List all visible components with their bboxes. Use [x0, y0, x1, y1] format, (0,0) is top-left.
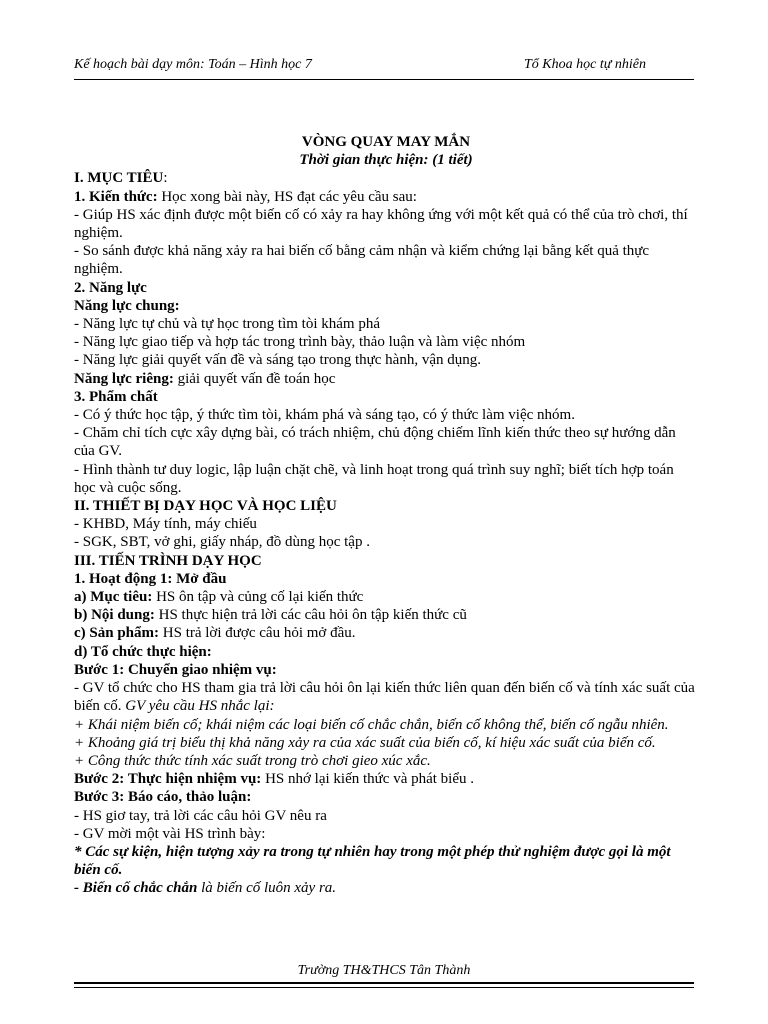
- content-line-text: Năng lực chung:: [74, 297, 180, 314]
- header-divider: [74, 79, 694, 80]
- content-line-text: 2. Năng lực: [74, 279, 147, 296]
- content-line-text: HS thực hiện trả lời các câu hỏi ôn tập kiến thức cũ: [154, 607, 467, 624]
- content-line: [74, 807, 698, 825]
- content-line: [74, 843, 698, 879]
- content-line: [74, 315, 698, 333]
- content-line: [74, 533, 698, 551]
- content-line-text: + Khoảng giá trị biểu thị khả năng xảy ra của xác suất của biến cố, kí hiệu xác suất của biến cố.: [74, 734, 656, 751]
- content-line-text: Học xong bài này, HS đạt các yêu cầu sau:: [157, 188, 417, 205]
- content-line-text: - GV tổ chức cho HS tham gia trả lời câu hỏi ôn lại kiến thức liên quan đến biến cố và tính xác suất của biến cố.: [74, 680, 695, 715]
- content-line-text: - KHBD, Máy tính, máy chiếu: [74, 516, 257, 533]
- content-line: [74, 333, 698, 351]
- document-subtitle: Thời gian thực hiện: (1 tiết): [299, 152, 473, 169]
- content-line-text: 1. Hoạt động 1: Mở đầu: [74, 570, 227, 587]
- content-line: [74, 406, 698, 424]
- content-line-text: 3. Phẩm chất: [74, 388, 158, 405]
- content-line: [74, 515, 698, 533]
- content-line-text: - HS giơ tay, trả lời các câu hỏi GV nêu ra: [74, 807, 327, 824]
- content-line: [74, 716, 698, 734]
- content-line: [74, 643, 698, 661]
- content-line-text: - Giúp HS xác định được một biến cố có xảy ra hay không ứng với một kết quả có thể của trò chơi, thí nghiệm.: [74, 206, 688, 242]
- content-line-text: * Các sự kiện, hiện tượng xảy ra trong tự nhiên hay trong một phép thử nghiệm được gọi là một biến cố.: [74, 843, 671, 879]
- content-line-text: a) Mục tiêu:: [74, 589, 153, 606]
- content-line: [74, 825, 698, 843]
- content-line: [74, 206, 698, 242]
- content-line: [74, 424, 698, 460]
- content-line-text: HS nhớ lại kiến thức và phát biểu .: [261, 771, 475, 788]
- content-line: [74, 570, 698, 588]
- content-line-text: Bước 2: Thực hiện nhiệm vụ:: [74, 771, 262, 788]
- content-line: [74, 734, 698, 752]
- content-line-text: c) Sản phẩm:: [74, 625, 160, 642]
- content-line: [74, 879, 698, 897]
- content-line-text: Bước 1: Chuyển giao nhiệm vụ:: [74, 661, 277, 678]
- content-line-text: giải quyết vấn đề toán học: [173, 370, 336, 387]
- content-line-text: II. THIẾT BỊ DẠY HỌC VÀ HỌC LIỆU: [74, 498, 337, 515]
- content-line-text: - GV mời một vài HS trình bày:: [74, 825, 266, 842]
- content-line-text: HS ôn tập và củng cố lại kiến thức: [152, 589, 364, 606]
- content-line-text: - Biến cố chắc chắn: [74, 880, 198, 897]
- content-line-text: :: [163, 170, 168, 187]
- content-line-text: - SGK, SBT, vở ghi, giấy nháp, đồ dùng học tập .: [74, 534, 370, 551]
- content-line: [74, 297, 698, 315]
- content-line-text: + Khái niệm biến cố; khái niệm các loại biến cố chắc chắn, biến cố không thể, biến cố ngẫu nhiên.: [74, 716, 669, 733]
- content-line-text: - Năng lực tự chủ và tự học trong tìm tòi khám phá: [74, 316, 380, 333]
- content-line-text: - Năng lực giao tiếp và hợp tác trong trình bày, thảo luận và làm việc nhóm: [74, 334, 526, 351]
- content-line: [74, 788, 698, 806]
- content-line-text: d) Tổ chức thực hiện:: [74, 643, 212, 660]
- content-line-text: 1. Kiến thức:: [74, 188, 158, 205]
- page-header: [74, 57, 694, 77]
- content-lines: [74, 169, 698, 897]
- content-line: [74, 752, 698, 770]
- content-line-text: - Năng lực giải quyết vấn đề và sáng tạo trong thực hành, vận dụng.: [74, 352, 481, 369]
- content-line: [74, 770, 698, 788]
- document-title: VÒNG QUAY MAY MẮN: [301, 134, 471, 150]
- content-line: [74, 497, 698, 515]
- content-line: [74, 370, 698, 388]
- content-line: [74, 388, 698, 406]
- header-right: Tổ Khoa học tự nhiên: [524, 57, 646, 72]
- content-line-text: Bước 3: Báo cáo, thảo luận:: [74, 789, 252, 806]
- content-line: [74, 188, 698, 206]
- content-line: [74, 588, 698, 606]
- footer-rule-thick: [74, 982, 694, 984]
- content-line: [74, 624, 698, 642]
- content-line-text: III. TIẾN TRÌNH DẠY HỌC: [74, 552, 262, 569]
- content-line-text: GV yêu cầu HS nhắc lại:: [125, 698, 275, 715]
- content-line-text: - So sánh được khả năng xảy ra hai biến cố bằng cảm nhận và kiểm chứng lại bằng kết quả thực nghiệm.: [74, 243, 650, 278]
- content-line-text: - Chăm chỉ tích cực xây dựng bài, có trách nhiệm, chủ động chiếm lĩnh kiến thức theo sự hướng dẫn của GV.: [74, 425, 676, 460]
- content-line-text: - Có ý thức học tập, ý thức tìm tòi, khám phá và sáng tạo, có ý thức làm việc nhóm.: [74, 407, 575, 424]
- page-footer: Trường TH&THCS Tân Thành: [297, 963, 471, 978]
- content-line-text: là biến cố luôn xảy ra.: [197, 880, 337, 897]
- content-line: [74, 552, 698, 570]
- content-line-text: I. MỤC TIÊU: [74, 170, 164, 187]
- footer-rule-thin: [74, 987, 694, 988]
- content-line-text: Năng lực riêng:: [74, 370, 174, 387]
- header-left: Kế hoạch bài dạy môn: Toán – Hình học 7: [74, 57, 312, 72]
- content-line: [74, 606, 698, 624]
- content-line: [74, 661, 698, 679]
- content-line-text: HS trả lời được câu hỏi mở đầu.: [159, 625, 356, 642]
- content-line: [74, 169, 698, 187]
- content-line: [74, 461, 698, 497]
- document-body: [74, 133, 698, 898]
- content-line: [74, 279, 698, 297]
- content-line-text: + Công thức thức tính xác suất trong trò chơi gieo xúc xắc.: [74, 752, 431, 769]
- content-line: [74, 351, 698, 369]
- content-line-text: - Hình thành tư duy logic, lập luận chặt chẽ, và linh hoạt trong quá trình suy nghĩ; biết tích hợp toán học và cuộc sống.: [74, 461, 674, 496]
- content-line-text: b) Nội dung:: [74, 607, 155, 624]
- content-line: [74, 242, 698, 278]
- content-line: [74, 679, 698, 715]
